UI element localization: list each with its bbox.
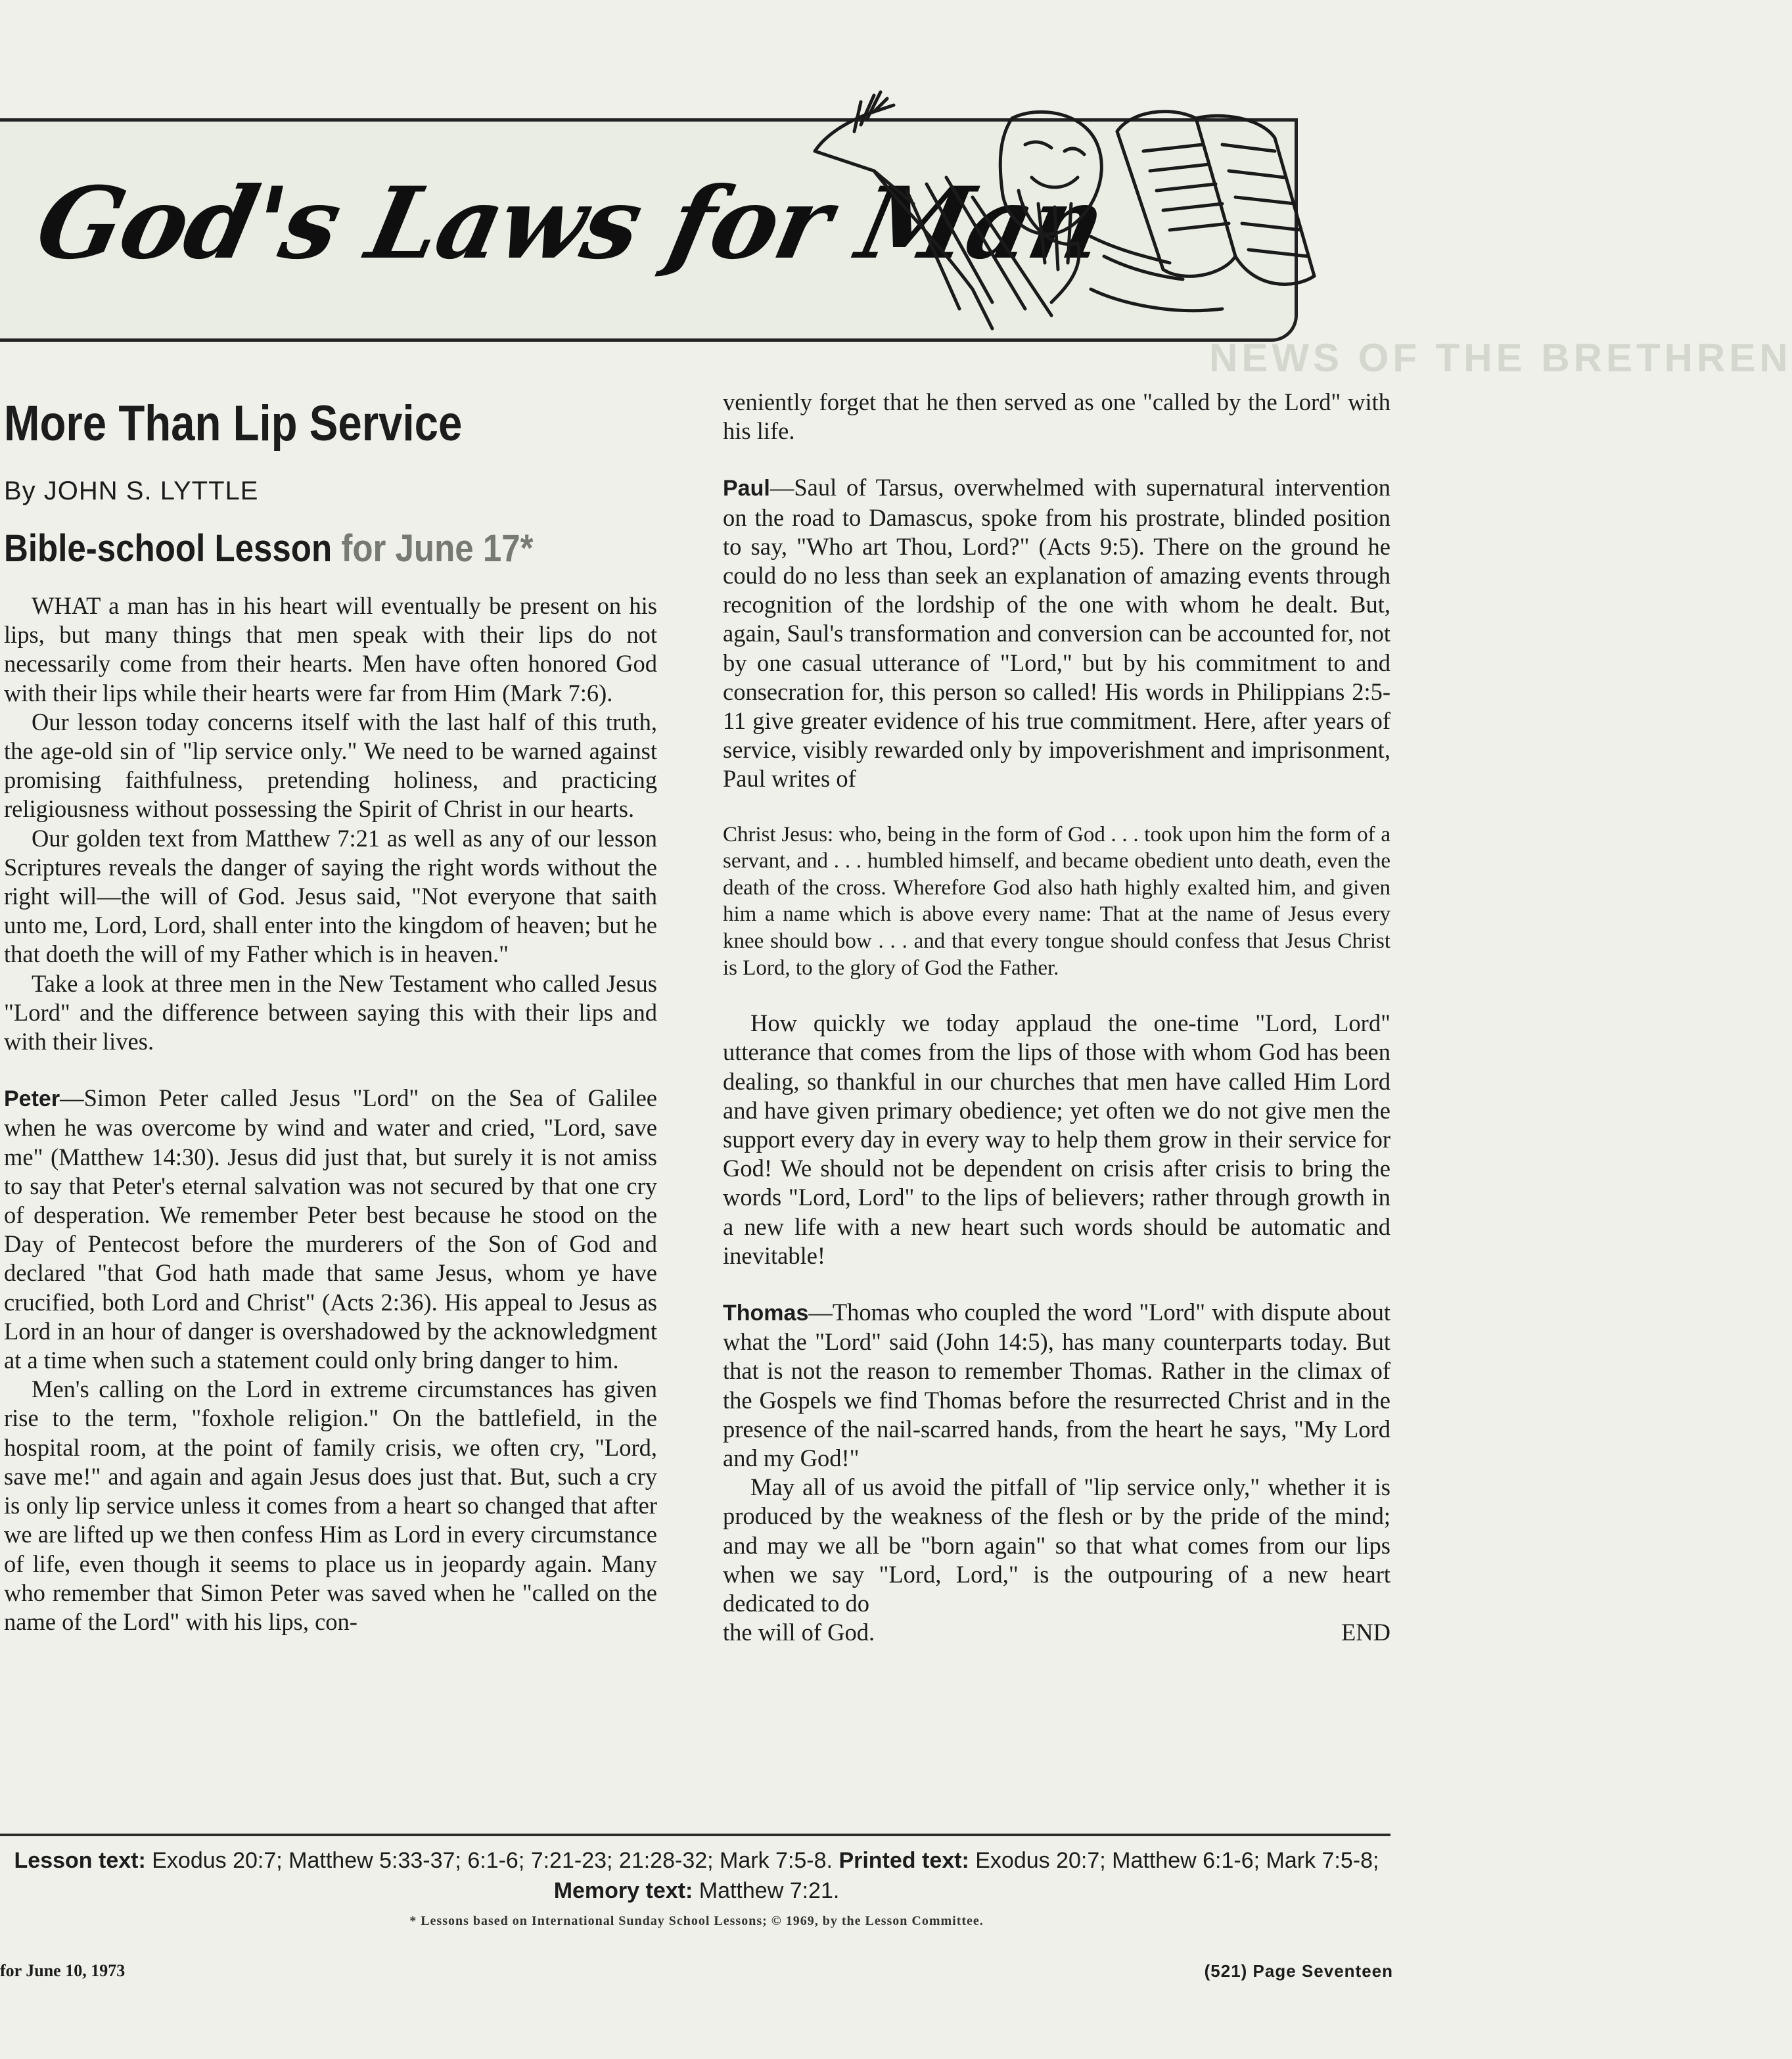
lesson-text-label: Lesson text: — [14, 1848, 146, 1873]
raised-hand-icon — [815, 92, 913, 204]
paul-section — [723, 473, 1390, 793]
lesson-references — [0, 1845, 1393, 1906]
paragraph: How quickly we today applaud the one-time "Lord, Lord" utterance that comes from the lips of those with whom God has been dealing, so thankful in our churches that men have called Him Lord and have given primary obedience; yet often we do not give men the support every day in every way to help them grow in their service for God! We should not be dependent on crisis after crisis to bring the words "Lord, Lord" to the lips of believers; rather through growth in a new life with a new heart such words should be automatic and inevitable! — [723, 1009, 1390, 1269]
closing-last: the will of God. — [723, 1619, 875, 1646]
paragraph: Take a look at three men in the New Testament who called Jesus "Lord" and the difference between saying this with their lips and with their lives. — [4, 969, 657, 1055]
page-number: (521) Page Seventeen — [1204, 1961, 1393, 1981]
lesson-text-value: Exodus 20:7; Matthew 5:33-37; 6:1-6; 7:21-23; 21:28-32; Mark 7:5-8. — [152, 1848, 833, 1873]
section-lead-paul: Paul — [723, 476, 770, 501]
printed-text-label: Printed text: — [839, 1848, 969, 1873]
banner-title-text: God's Laws for Man — [27, 166, 1114, 281]
issue-date: for June 10, 1973 — [0, 1961, 126, 1980]
right-column — [723, 388, 1390, 1647]
paragraph: Our golden text from Matthew 7:21 as well as any of our lesson Scriptures reveals the danger of saying the right words without the right will—the will of God. Jesus said, "Not everyone that saith unto me, Lord, Lord, shall enter into the kingdom of heaven; but he that doeth the will of my Father which is in heaven." — [4, 824, 657, 968]
closing-line — [723, 1618, 1390, 1647]
paragraph: veniently forget that he then served as one "called by the Lord" with his life. — [723, 388, 1390, 445]
divider — [0, 1834, 1390, 1836]
peter-section — [4, 1084, 657, 1375]
background-masthead-text: NEWS OF THE BRETHREN — [1209, 336, 1792, 380]
moses-illustration — [775, 92, 1406, 348]
thomas-section — [723, 1298, 1390, 1473]
byline: By JOHN S. LYTTLE — [4, 476, 259, 505]
section-lead-thomas: Thomas — [723, 1301, 809, 1326]
lesson-label: Bible-school Lesson — [4, 527, 333, 570]
lesson-heading — [4, 526, 534, 572]
printed-text-value: Exodus 20:7; Matthew 6:1-6; Mark 7:5-8; — [975, 1848, 1379, 1873]
article-title: More Than Lip Service — [4, 396, 463, 451]
moses-face-icon — [1000, 112, 1101, 302]
paragraph: May all of us avoid the pitfall of "lip service only," whether it is produced by the weakness of the flesh or by the pride of the mind; and may we all be "born again" so that what comes from our lips when we say "Lord, Lord," is the outpouring of a new heart dedicated to do — [723, 1473, 1390, 1617]
peter-text: —Simon Peter called Jesus "Lord" on the Sea of Galilee when he was overcome by wind and water and cried, "Lord, save me" (Matthew 14:30). Jesus did just that, but surely it is not amiss to say that Peter's eternal salvation was not secured by that one cry of desperation. We remember Peter best because he stood on the Day of Pentecost before the murderers of the Son of God and declared "that God hath made that same Jesus, whom ye have crucified, both Lord and Christ" (Acts 2:36). His appeal to Jesus as Lord in an hour of danger is overshadowed by the acknowledgment at a time when such a statement could only bring danger to him. — [4, 1084, 657, 1374]
paul-text: —Saul of Tarsus, overwhelmed with supernatural intervention on the road to Damascus, spoke from his prostrate, blinded position to say, "Who art Thou, Lord?" (Acts 9:5). There on the ground he could do no less than seek an explanation of amazing events through recognition of the lordship of the one with whom he dealt. But, again, Saul's transformation and conversion can be accounted for, not by one casual utterance of "Lord," but by his commitment to and consecration for, this person so called! His words in Philippians 2:5-11 give greater evidence of his true commitment. Here, after years of service, visibly rewarded only by impoverishment and imprisonment, Paul writes of — [723, 474, 1390, 793]
end-mark: END — [1341, 1619, 1390, 1646]
paragraph: Men's calling on the Lord in extreme circumstances has given rise to the term, "foxhole religion." On the battlefield, in the hospital room, at the point of family crisis, we often cry, "Lord, save me!" and again and again Jesus does just that. But, such a cry is only lip service unless it comes from a heart so changed that after we are lifted up we then confess Him as Lord in every circumstance of life, even though it seems to place us in jeopardy again. Many who remember that Simon Peter was saved when he "called on the name of the Lord" with his lips, con- — [4, 1376, 657, 1635]
paragraph: WHAT a man has in his heart will eventually be present on his lips, but many things that men speak with their lips do not necessarily come from their hearts. Men have often honored God with their lips while their hearts were far from Him (Mark 7:6). — [4, 592, 657, 706]
footnote: * Lessons based on International Sunday School Lessons; © 1969, by the Lesson Committee. — [409, 1914, 984, 1928]
memory-text-label: Memory text: — [553, 1878, 693, 1903]
paragraph: Our lesson today concerns itself with the last half of this truth, the age-old sin of "lip service only." We need to be warned against promising faithfulness, pretending holiness, and practicing religiousness without possessing the Spirit of Christ in our hearts. — [4, 708, 657, 823]
scripture-quote: Christ Jesus: who, being in the form of God . . . took upon him the form of a servant, and . . . humbled himself, and became obedient unto death, even the death of the cross. Wherefore God also hath highly exalted him, and given him a name which is above every name: That at the name of Jesus every knee should bow . . . and that every tongue should confess that Jesus Christ is Lord, to the glory of God the Father. — [723, 822, 1390, 980]
section-lead-peter: Peter — [4, 1086, 60, 1112]
lesson-date: for June 17* — [341, 527, 534, 570]
left-column — [4, 591, 657, 1636]
thomas-text: —Thomas who coupled the word "Lord" with dispute about what the "Lord" said (John 14:5), has many counterparts today. But that is not the reason to remember Thomas. Rather in the climax of the Gospels we find Thomas before the resurrected Christ and in the presence of the nail-scarred hands, from the heart he says, "My Lord and my God!" — [723, 1299, 1390, 1472]
banner-title — [27, 138, 1114, 309]
memory-text-value: Matthew 7:21. — [699, 1878, 840, 1903]
